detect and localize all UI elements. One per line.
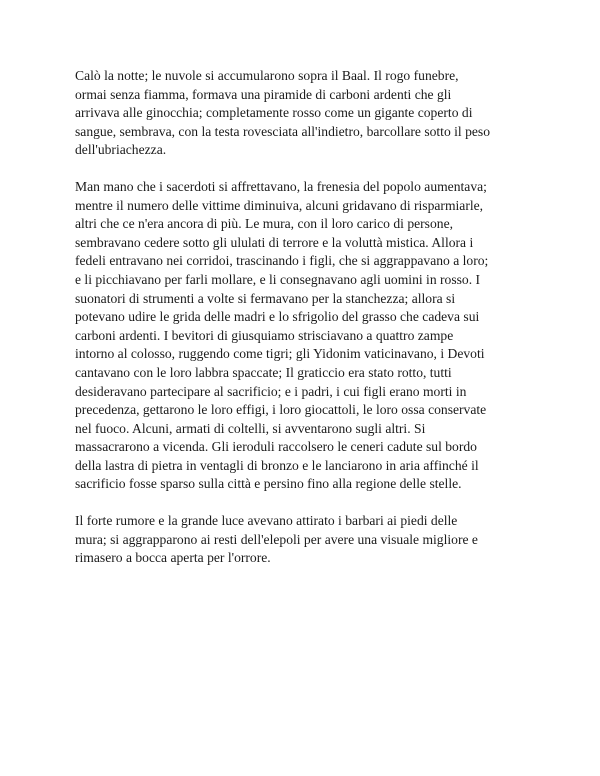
- paragraph-3: [75, 512, 537, 568]
- text-line: cantavano con le loro labbra spaccate; Il graticcio era stato rotto, tutti: [75, 364, 452, 380]
- text-line: sacrificio fosse sparso sulla città e persino fino alla regione delle stelle.: [75, 476, 462, 492]
- text-line: precedenza, gettarono le loro effigi, i loro giocattoli, le loro ossa conservate: [75, 402, 487, 418]
- text-line: nel fuoco. Alcuni, armati di coltelli, si avventarono sugli altri. Si: [75, 420, 426, 436]
- text-line: Calò la notte; le nuvole si accumularono sopra il Baal. Il rogo funebre,: [75, 68, 459, 83]
- text-line: altri che ce n'era ancora di più. Le mura, con il loro carico di persone,: [75, 216, 453, 232]
- text-line: Il forte rumore e la grande luce avevano attirato i barbari ai piedi delle: [75, 513, 458, 529]
- text-line: potevano udire le grida delle madri e lo sfrigolio del grasso che cadeva sui: [75, 309, 480, 325]
- text-line: e li picchiavano per farli mollare, e li consegnavano agli uomini in rosso. I: [75, 271, 481, 287]
- paragraph-1: [75, 67, 537, 160]
- text-line: sangue, sembrava, con la testa rovesciata all'indietro, barcollare sotto il peso: [75, 123, 491, 139]
- text-line: mentre il numero delle vittime diminuiva, alcuni gridavano di risparmiarle,: [75, 197, 484, 213]
- text-line: massacrarono a vicenda. Gli ieroduli raccolsero le ceneri cadute sul bordo: [75, 439, 477, 455]
- text-line: carboni ardenti. I bevitori di giusquiamo strisciavano a quattro zampe: [75, 327, 454, 343]
- document-body: [75, 67, 537, 586]
- text-line: mura; si aggrapparono ai resti dell'elepoli per avere una visuale migliore e: [75, 531, 478, 547]
- text-line: dell'ubriachezza.: [75, 142, 167, 158]
- text-line: Man mano che i sacerdoti si affrettavano, la frenesia del popolo aumentava;: [75, 178, 487, 194]
- text-line: sembravano cedere sotto gli ululati di terrore e la voluttà mistica. Allora i: [75, 234, 474, 250]
- text-line: arrivava alle ginocchia; completamente rosso come un gigante coperto di: [75, 105, 473, 121]
- text-line: rimasero a bocca aperta per l'orrore.: [75, 550, 271, 566]
- text-line: suonatori di strumenti a volte si fermavano per la stanchezza; allora si: [75, 290, 456, 306]
- text-line: intorno al colosso, ruggendo come tigri; gli Yidonim vaticinavano, i Devoti: [75, 346, 485, 362]
- text-line: fedeli entravano nei corridoi, trascinando i figli, che si aggrappavano a loro;: [75, 253, 489, 269]
- text-line: ormai senza fiamma, formava una piramide di carboni ardenti che gli: [75, 86, 452, 102]
- text-line: della lastra di pietra in ventagli di bronzo e le lanciarono in aria affinché il: [75, 457, 479, 473]
- paragraph-2: [75, 178, 537, 494]
- text-line: desideravano partecipare al sacrificio; e i padri, i cui figli erano morti in: [75, 383, 467, 399]
